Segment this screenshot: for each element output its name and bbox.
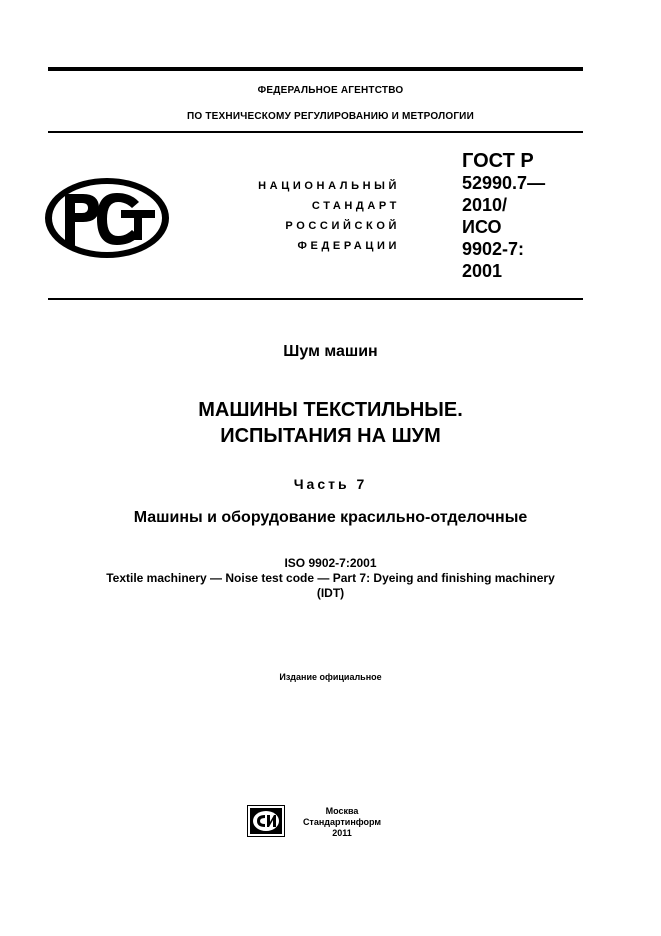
designation-line3: 2010/ [462,195,508,215]
rst-emblem-icon [43,176,171,260]
header-bottom-rule [48,298,583,300]
national-standard-line3: РОССИЙСКОЙ [285,220,400,232]
publisher-year: 2011 [332,828,352,838]
standard-designation [462,150,592,282]
designation-line1: ГОСТ Р [462,150,534,172]
header-divider [48,131,583,133]
gost-emblem-logo [43,176,171,260]
category-title: Шум машин [283,343,378,360]
publisher-name: Стандартинформ [302,817,382,827]
publisher-info [292,806,392,839]
agency-name-line1: ФЕДЕРАЛЬНОЕ АГЕНТСТВО [257,85,404,96]
main-title-line2: ИСПЫТАНИЯ НА ШУМ [220,425,441,447]
edition-label: Издание официальное [279,672,382,682]
publisher-city: Москва [325,806,359,816]
designation-line5: 9902-7: [462,239,525,259]
national-standard-line2: СТАНДАРТ [311,200,400,212]
national-standard-line1: НАЦИОНАЛЬНЫЙ [258,180,400,192]
iso-code: ISO 9902-7:2001 [284,556,377,570]
designation-line2: 52990.7— [462,173,546,193]
top-rule [48,67,583,71]
designation-line4: ИСО [462,217,502,237]
iso-idt: (IDT) [316,586,345,600]
iso-english-title: Textile machinery — Noise test code — Part 7: Dyeing and finishing machinery [106,571,555,585]
designation-line6: 2001 [462,261,503,281]
subtitle: Машины и оборудование красильно-отделочные [133,509,528,526]
national-standard-line4: ФЕДЕРАЦИИ [297,240,400,252]
agency-name-line2: ПО ТЕХНИЧЕСКОМУ РЕГУЛИРОВАНИЮ И МЕТРОЛОГИИ [187,111,474,122]
part-label: Часть 7 [293,476,368,492]
standartinform-logo-icon [247,805,285,837]
main-title-line1: МАШИНЫ ТЕКСТИЛЬНЫЕ. [198,399,463,421]
publisher-logo [247,805,285,837]
